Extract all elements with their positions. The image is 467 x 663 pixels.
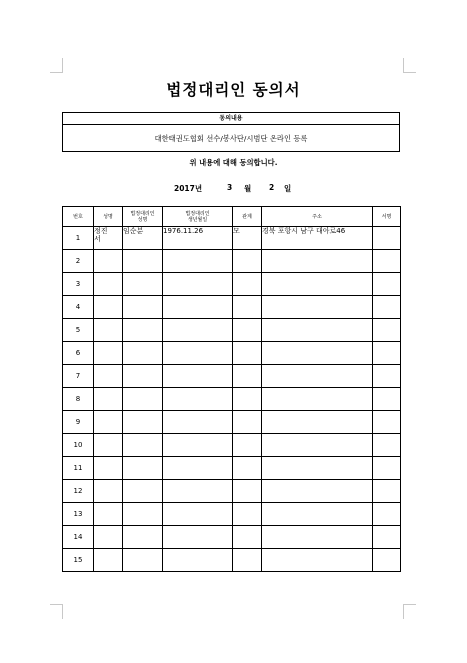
cell-signature (373, 342, 401, 365)
cell-relation (233, 411, 262, 434)
date-day: 2 (269, 183, 275, 192)
cell-name (94, 503, 123, 526)
table-header-row (63, 207, 401, 227)
cell-number: 12 (63, 480, 94, 503)
cell-name (94, 480, 123, 503)
date-month-unit: 월 (244, 184, 252, 193)
cell-relation (233, 342, 262, 365)
cell-address: 경북 포항시 남구 대아로46 (262, 227, 373, 250)
cell-address (262, 342, 373, 365)
cell-relation (233, 526, 262, 549)
cell-address (262, 296, 373, 319)
table-row (63, 296, 401, 319)
cell-signature (373, 549, 401, 572)
cell-address (262, 549, 373, 572)
crop-mark-bottom-left (50, 604, 63, 619)
cell-guardian-name (123, 480, 163, 503)
cell-guardian-name (123, 549, 163, 572)
table-row (63, 549, 401, 572)
table-row (63, 250, 401, 273)
cell-signature (373, 388, 401, 411)
cell-guardian-name (123, 342, 163, 365)
cell-guardian-birthdate (163, 388, 233, 411)
cell-guardian-name (123, 365, 163, 388)
cell-signature (373, 250, 401, 273)
cell-signature (373, 319, 401, 342)
cell-name (94, 526, 123, 549)
cell-guardian-name (123, 273, 163, 296)
table-row (63, 503, 401, 526)
cell-guardian-birthdate (163, 319, 233, 342)
cell-number: 10 (63, 434, 94, 457)
cell-relation (233, 319, 262, 342)
cell-name (94, 434, 123, 457)
header-relation: 관계 (233, 207, 262, 227)
header-address: 주소 (262, 207, 373, 227)
cell-address (262, 365, 373, 388)
cell-signature (373, 296, 401, 319)
cell-number: 9 (63, 411, 94, 434)
cell-guardian-birthdate (163, 549, 233, 572)
cell-address (262, 250, 373, 273)
cell-number: 14 (63, 526, 94, 549)
table-row (63, 411, 401, 434)
header-name: 성명 (94, 207, 123, 227)
table-row (63, 388, 401, 411)
cell-guardian-name (123, 526, 163, 549)
cell-relation (233, 365, 262, 388)
table-row (63, 342, 401, 365)
cell-name (94, 365, 123, 388)
agreement-statement: 위 내용에 대해 동의합니다. (189, 158, 278, 167)
header-signature: 서명 (373, 207, 401, 227)
cell-signature (373, 457, 401, 480)
consent-table (62, 206, 401, 572)
cell-relation (233, 434, 262, 457)
table-body (63, 227, 401, 572)
cell-guardian-birthdate (163, 365, 233, 388)
cell-address (262, 457, 373, 480)
cell-name: 정진 서 (94, 227, 123, 250)
cell-number: 2 (63, 250, 94, 273)
cell-address (262, 480, 373, 503)
table-row (63, 457, 401, 480)
cell-number: 3 (63, 273, 94, 296)
crop-mark-bottom-right (403, 604, 416, 619)
cell-signature (373, 526, 401, 549)
cell-guardian-name (123, 434, 163, 457)
cell-guardian-name (123, 503, 163, 526)
cell-guardian-name (123, 296, 163, 319)
cell-signature (373, 503, 401, 526)
cell-guardian-birthdate (163, 296, 233, 319)
cell-address (262, 388, 373, 411)
consent-header: 동의내용 (63, 113, 399, 125)
table-row (63, 526, 401, 549)
cell-guardian-birthdate (163, 503, 233, 526)
cell-guardian-birthdate (163, 273, 233, 296)
cell-signature (373, 273, 401, 296)
cell-number: 15 (63, 549, 94, 572)
cell-number: 4 (63, 296, 94, 319)
cell-guardian-name (123, 388, 163, 411)
cell-guardian-name (123, 411, 163, 434)
cell-guardian-name (123, 319, 163, 342)
table-row (63, 480, 401, 503)
cell-signature (373, 434, 401, 457)
cell-relation (233, 480, 262, 503)
cell-number: 7 (63, 365, 94, 388)
cell-name (94, 250, 123, 273)
cell-signature (373, 411, 401, 434)
cell-guardian-birthdate (163, 480, 233, 503)
date-day-unit: 일 (284, 184, 292, 193)
table-row (63, 273, 401, 296)
crop-mark-top-right (403, 58, 416, 73)
cell-name (94, 388, 123, 411)
cell-number: 1 (63, 227, 94, 250)
cell-number: 13 (63, 503, 94, 526)
table-row (63, 227, 401, 250)
crop-mark-top-left (50, 58, 63, 73)
cell-number: 5 (63, 319, 94, 342)
cell-relation (233, 388, 262, 411)
cell-address (262, 526, 373, 549)
cell-address (262, 503, 373, 526)
cell-guardian-name (123, 250, 163, 273)
cell-relation (233, 250, 262, 273)
cell-guardian-birthdate (163, 526, 233, 549)
cell-signature (373, 365, 401, 388)
cell-address (262, 434, 373, 457)
cell-relation: 모 (233, 227, 262, 250)
cell-address (262, 273, 373, 296)
cell-number: 11 (63, 457, 94, 480)
header-number: 번호 (63, 207, 94, 227)
cell-guardian-birthdate (163, 457, 233, 480)
cell-name (94, 411, 123, 434)
cell-signature (373, 480, 401, 503)
table-row (63, 319, 401, 342)
cell-relation (233, 273, 262, 296)
cell-name (94, 273, 123, 296)
cell-guardian-birthdate (163, 250, 233, 273)
cell-guardian-birthdate (163, 342, 233, 365)
consent-body: 대한태권도협회 선수/봉사단/시범단 온라인 등록 (154, 134, 308, 143)
cell-number: 8 (63, 388, 94, 411)
cell-guardian-name: 임순분 (123, 227, 163, 250)
cell-relation (233, 549, 262, 572)
cell-signature (373, 227, 401, 250)
cell-name (94, 319, 123, 342)
cell-guardian-birthdate (163, 411, 233, 434)
date-year: 2017년 (174, 184, 203, 193)
cell-name (94, 342, 123, 365)
date-month: 3 (227, 183, 233, 192)
cell-relation (233, 296, 262, 319)
cell-address (262, 411, 373, 434)
table-row (63, 434, 401, 457)
consent-box (62, 112, 400, 152)
table-row (63, 365, 401, 388)
cell-guardian-name (123, 457, 163, 480)
cell-guardian-birthdate (163, 434, 233, 457)
cell-address (262, 319, 373, 342)
document-title: 법정대리인 동의서 (166, 81, 301, 99)
header-guardian-birthdate: 법정대리인 생년월일 (163, 207, 233, 227)
cell-relation (233, 503, 262, 526)
header-guardian-name: 법정대리인 성명 (123, 207, 163, 227)
cell-name (94, 549, 123, 572)
cell-name (94, 296, 123, 319)
cell-name (94, 457, 123, 480)
cell-guardian-birthdate: 1976.11.26 (163, 227, 233, 250)
cell-number: 6 (63, 342, 94, 365)
cell-relation (233, 457, 262, 480)
